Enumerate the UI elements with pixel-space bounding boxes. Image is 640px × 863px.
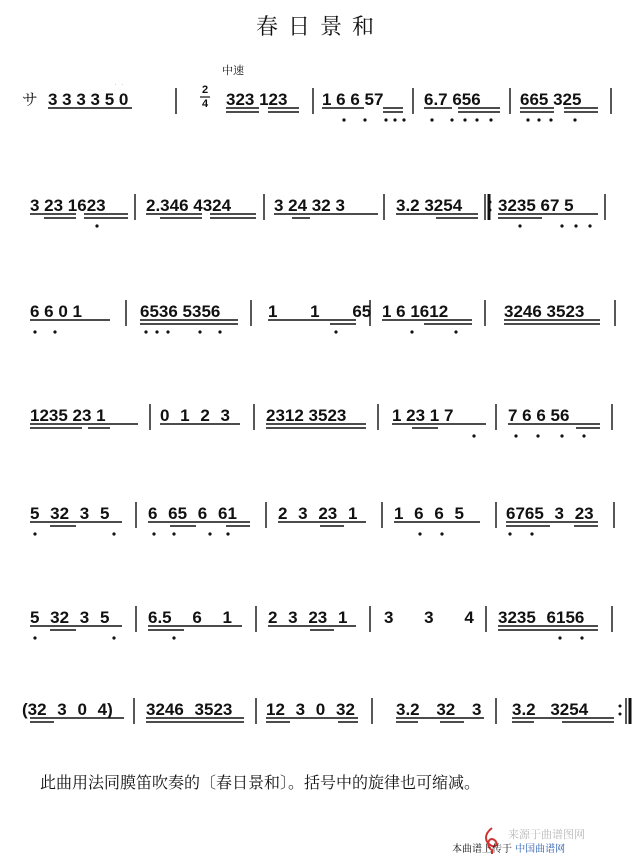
- measure: 3235 6156: [498, 608, 585, 627]
- footnote: 此曲用法同膜笛吹奏的〔春日景和〕。括号中的旋律也可缩减。: [40, 773, 481, 792]
- measure: 2.346 4324: [146, 196, 232, 215]
- measure: 1235 23 1: [30, 406, 106, 425]
- measure: 3235 67 5: [498, 196, 574, 215]
- measure: 1 6 6 57: [322, 90, 384, 109]
- score-title: 春日景和: [255, 15, 384, 40]
- measure: 3 3 4: [384, 608, 474, 627]
- measure: 6.7 656: [424, 90, 481, 109]
- measure: 323 123: [226, 90, 288, 109]
- measure: 1 23 1 7: [392, 406, 454, 425]
- score-row-5: [0, 498, 640, 558]
- score-row-6: [0, 602, 640, 662]
- measure: 1 6 6 5: [394, 504, 464, 523]
- measure: 665 325: [520, 90, 582, 109]
- measure: 6536 5356: [140, 302, 221, 321]
- measure: 2 3 23 1: [278, 504, 358, 523]
- measure: (32 3 0 4): [22, 700, 113, 719]
- measure: 6 6 0 1: [30, 302, 82, 321]
- measure: 3246 3523: [146, 700, 233, 719]
- measure: 5 32 3 5: [30, 608, 110, 627]
- source-label: 本曲谱上传于: [452, 844, 512, 855]
- measure: 7 6 6 56: [508, 406, 570, 425]
- measure: 0 1 2 3: [160, 406, 230, 425]
- measure: 3 3 3 3 5 0: [48, 90, 129, 109]
- time-signature-top: 2: [201, 84, 209, 96]
- measure: 1 6 1612: [382, 302, 449, 321]
- source-site[interactable]: 中国曲谱网: [515, 844, 566, 855]
- measure: 3.2 3254: [512, 700, 589, 719]
- measure: 3 24 32 3: [274, 196, 345, 215]
- measure: 6 65 6 61: [148, 504, 237, 523]
- sanban-mark: サ: [22, 90, 39, 109]
- score-row-1: [0, 84, 640, 144]
- measure: 2312 3523: [266, 406, 347, 425]
- measure: 2 3 23 1: [268, 608, 348, 627]
- time-signature-bottom: 4: [201, 98, 209, 110]
- measure: 3.2 32 3: [396, 700, 482, 719]
- score-row-2: [0, 190, 640, 250]
- score-row-7: [0, 694, 640, 754]
- measure: 3 23 1623: [30, 196, 106, 215]
- watermark: 来源于曲谱图网: [508, 828, 585, 841]
- score-row-4: [0, 400, 640, 460]
- measure: 3246 3523: [504, 302, 585, 321]
- source-text: [452, 840, 565, 855]
- measure: 5 32 3 5: [30, 504, 110, 523]
- tempo-marking: 中速: [222, 64, 244, 77]
- measure: 12 3 0 32: [266, 700, 355, 719]
- score-row-3: [0, 296, 640, 356]
- measure: 6765 3 23: [506, 504, 594, 523]
- measure: 1 1 65: [268, 302, 372, 321]
- measure: 3.2 3254: [396, 196, 463, 215]
- measure: 6.5 6 1: [148, 608, 232, 627]
